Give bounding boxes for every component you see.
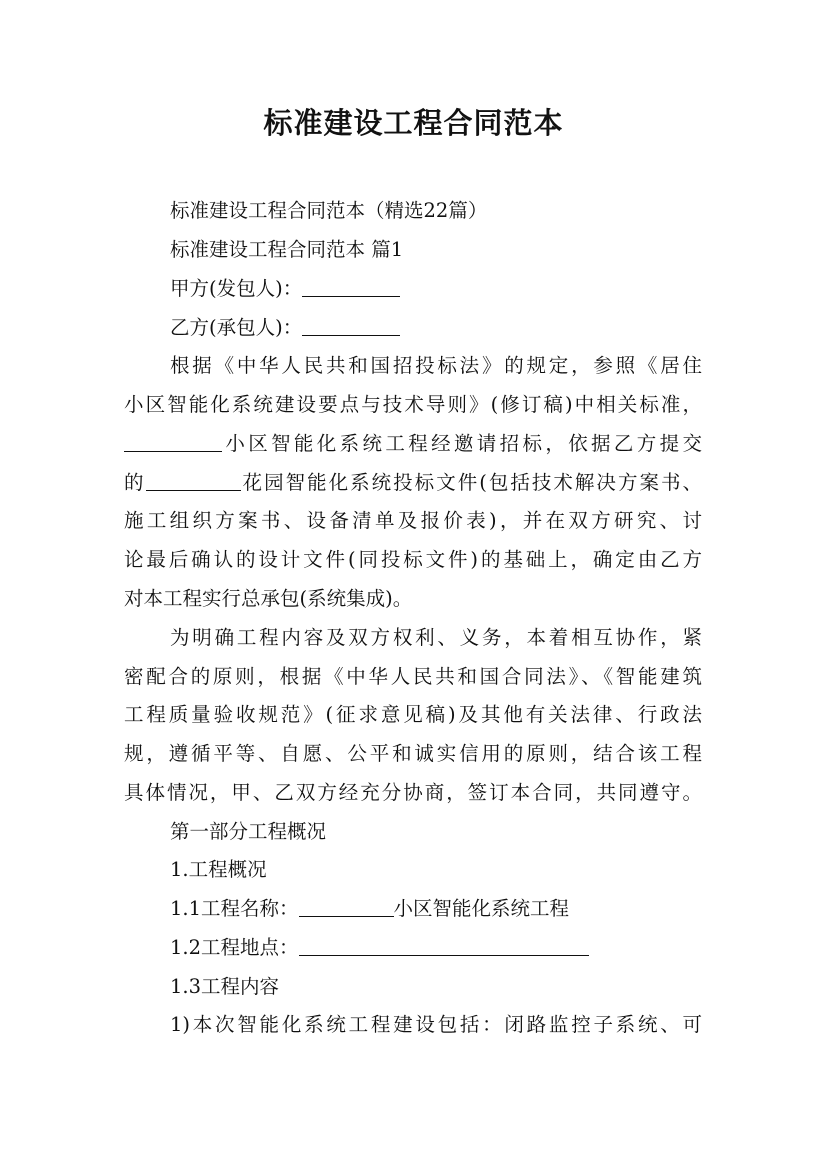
garden-blank — [146, 468, 241, 491]
paragraph-1-line-5: 施工组织方案书、设备清单及报价表)，并在双方研究、讨 — [124, 509, 702, 532]
part-one-heading: 第一部分工程概况 — [170, 820, 327, 843]
project-location-label: 1.2工程地点： — [170, 936, 299, 959]
paragraph-1-line-2: 小区智能化系统建设要点与技术导则》(修订稿)中相关标准， — [124, 393, 702, 416]
scope-line-1: 1)本次智能化系统工程建设包括：闭路监控子系统、可 — [170, 1013, 702, 1036]
paragraph-1-line-4 — [124, 464, 702, 502]
project-location-line — [170, 929, 589, 967]
project-name-line — [170, 890, 569, 928]
paragraph-1-line-4-pre: 的 — [124, 471, 146, 494]
section-1-3-heading: 1.3工程内容 — [170, 975, 280, 998]
project-blank — [124, 429, 222, 452]
paragraph-2-line-3: 工程质量验收规范》(征求意见稿)及其他有关法律、行政法 — [124, 703, 702, 726]
project-location-blank — [299, 933, 589, 956]
paragraph-1-line-3-text: 小区智能化系统工程经邀请招标，依据乙方提交 — [222, 432, 702, 455]
paragraph-1-line-4-post: 花园智能化系统投标文件(包括技术解决方案书、 — [240, 471, 702, 494]
paragraph-2-line-2: 密配合的原则，根据《中华人民共和国合同法》、《智能建筑 — [124, 665, 702, 688]
paragraph-1-line-7: 对本工程实行总承包(系统集成)。 — [124, 587, 413, 610]
party-b-blank — [302, 313, 400, 336]
paragraph-1-line-1: 根据《中华人民共和国招投标法》的规定，参照《居住 — [170, 354, 702, 377]
project-name-label: 1.1工程名称： — [170, 897, 299, 920]
document-title: 标准建设工程合同范本 — [263, 106, 564, 140]
paragraph-1-line-6: 论最后确认的设计文件(同投标文件)的基础上，确定由乙方 — [124, 548, 702, 571]
section-heading-1: 标准建设工程合同范本 篇1 — [170, 238, 404, 261]
party-a-blank — [302, 274, 400, 297]
party-b-line — [170, 309, 400, 347]
party-a-line — [170, 270, 400, 308]
paragraph-2-line-5: 具体情况，甲、乙双方经充分协商，签订本合同，共同遵守。 — [124, 781, 702, 804]
paragraph-2-line-1: 为明确工程内容及双方权利、义务，本着相互协作，紧 — [170, 626, 702, 649]
paragraph-1-line-3 — [124, 425, 702, 463]
project-name-blank — [299, 894, 394, 917]
party-b-label: 乙方(承包人)： — [170, 316, 303, 339]
section-1-heading: 1.工程概况 — [170, 858, 267, 881]
party-a-label: 甲方(发包人)： — [170, 277, 303, 300]
paragraph-2-line-4: 规，遵循平等、自愿、公平和诚实信用的原则，结合该工程 — [124, 742, 702, 765]
subtitle-line: 标准建设工程合同范本（精选22篇） — [170, 199, 488, 222]
project-name-suffix: 小区智能化系统工程 — [393, 897, 570, 920]
